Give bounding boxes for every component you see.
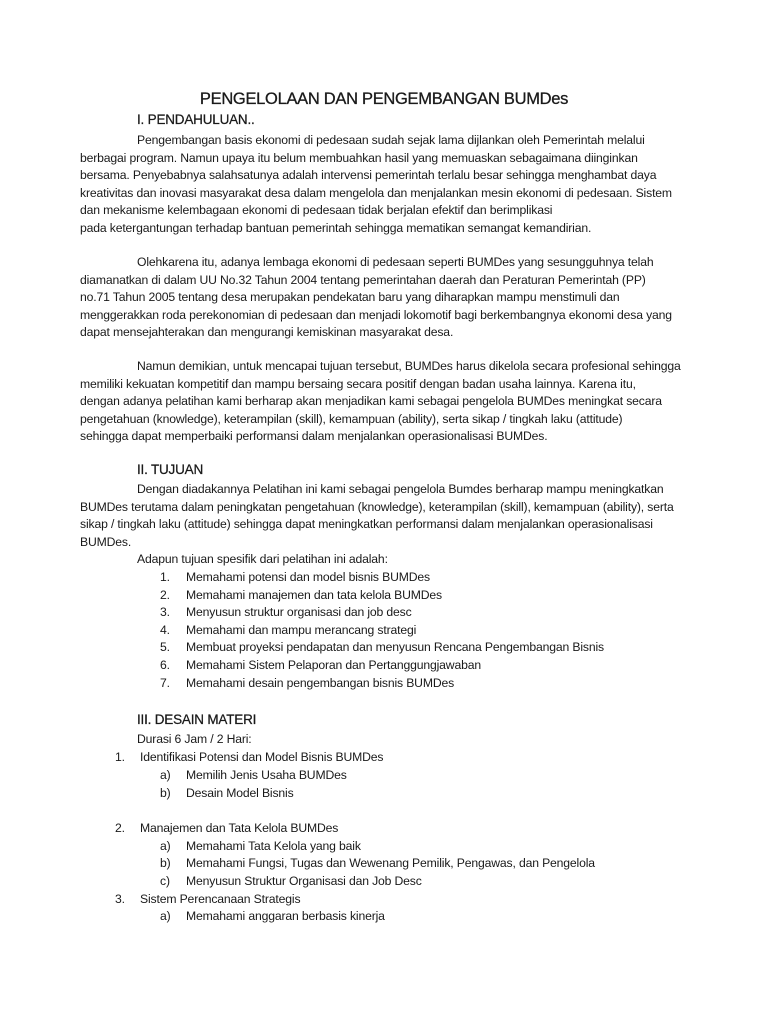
list-item: [160, 675, 604, 693]
list-item-text: Memahami dan mampu merancang strategi: [186, 622, 417, 637]
goals-list: [160, 569, 604, 692]
paragraph-line: menggerakkan roda perekonomian di pedesaan dan menjadi lokomotif bagi berkembangnya ekonomi desa yang: [80, 307, 672, 322]
list-item-text: Memahami Sistem Pelaporan dan Pertanggungjawaban: [186, 657, 481, 672]
outline-sub-number: a): [160, 839, 171, 853]
list-item: [160, 639, 604, 657]
outline-sub-item: Menyusun Struktur Organisasi dan Job Desc: [186, 874, 422, 888]
list-number: 4.: [160, 622, 170, 637]
outline-item: Sistem Perencanaan Strategis: [140, 892, 301, 906]
outline-sub-number: b): [160, 856, 171, 870]
duration-text: Durasi 6 Jam / 2 Hari:: [137, 732, 252, 746]
outline-sub-item: Memahami Fungsi, Tugas dan Wewenang Pemilik, Pengawas, dan Pengelola: [186, 856, 595, 870]
outline-sub-item: Memahami Tata Kelola yang baik: [186, 839, 361, 853]
list-item-text: Memahami manajemen dan tata kelola BUMDes: [186, 587, 443, 602]
section-heading-desain-materi: III. DESAIN MATERI: [137, 712, 257, 727]
document-title: PENGELOLAAN DAN PENGEMBANGAN BUMDes: [199, 90, 569, 108]
paragraph-line: no.71 Tahun 2005 tentang desa merupakan pendekatan baru yang diharapkan mampu menstimuli dan: [80, 290, 620, 305]
outline-sub-number: a): [160, 768, 171, 782]
paragraph-line: BUMDes terutama dalam peningkatan pengetahuan (knowledge), keterampilan (skill), kemampuan (ability), serta: [80, 499, 674, 514]
outline-sub-number: c): [160, 874, 170, 888]
paragraph-line: kreativitas dan inovasi masyarakat desa dalam mengelola dan menjalankan mesin ekonomi di pedesaan. Sistem: [80, 185, 672, 200]
list-item: [160, 604, 604, 622]
paragraph-line: dapat mensejahterakan dan mengurangi kemiskinan masyarakat desa.: [80, 325, 454, 340]
goals-intro: Adapun tujuan spesifik dari pelatihan ini adalah:: [137, 552, 388, 566]
paragraph-line: BUMDes.: [80, 534, 132, 549]
list-item: [160, 657, 604, 675]
outline-number: 2.: [115, 821, 125, 835]
outline-number: 3.: [115, 892, 125, 906]
paragraph-line: Namun demikian, untuk mencapai tujuan tersebut, BUMDes harus dikelola secara profesional sehingga: [137, 359, 681, 373]
paragraph-line: dengan adanya pelatihan kami berharap akan menjadikan kami sebagai pengelola BUMDes meningkat secara: [80, 394, 662, 409]
paragraph-line: memiliki kekuatan kompetitif dan mampu bersaing secara positif dengan badan usaha lainnya. Karena itu,: [80, 376, 636, 391]
paragraph-tujuan-1: [80, 481, 680, 551]
outline-item: Identifikasi Potensi dan Model Bisnis BUMDes: [140, 750, 384, 764]
paragraph-pendahuluan-2: [80, 254, 680, 342]
paragraph-line: diamanatkan di dalam UU No.32 Tahun 2004 tentang pemerintahan daerah dan Peraturan Pemerintah (PP): [80, 272, 646, 287]
paragraph-pendahuluan-3: [80, 358, 680, 446]
paragraph-line: sehingga dapat memperbaiki performansi dalam menjalankan operasionalisasi BUMDes.: [80, 429, 548, 444]
list-item: [160, 622, 604, 640]
paragraph-line: pada ketergantungan terhadap bantuan pemerintah sehingga mematikan semangat kemandirian.: [80, 220, 592, 235]
list-item-text: Memahami desain pengembangan bisnis BUMDes: [186, 675, 455, 690]
list-item: [160, 569, 604, 587]
list-number: 5.: [160, 640, 170, 655]
outline-sub-item: Memahami anggaran berbasis kinerja: [186, 909, 385, 923]
list-number: 2.: [160, 587, 170, 602]
paragraph-line: bersama. Penyebabnya salahsatunya adalah intervensi pemerintah terlalu besar sehingga menghambat daya: [80, 168, 657, 183]
list-item: [160, 587, 604, 605]
outline-sub-item: Desain Model Bisnis: [186, 786, 294, 800]
outline-sub-number: b): [160, 786, 171, 800]
outline-number: 1.: [115, 750, 125, 764]
paragraph-line: pengetahuan (knowledge), keterampilan (skill), kemampuan (ability), serta sikap / tingkah laku (attitude): [80, 411, 623, 426]
paragraph-line: sikap / tingkah laku (attitude) sehingga dapat meningkatkan performansi dalam menjalankan operasionalisasi: [80, 517, 653, 532]
outline-sub-item: Memilih Jenis Usaha BUMDes: [186, 768, 347, 782]
list-number: 7.: [160, 675, 170, 690]
outline-sub-number: a): [160, 909, 171, 923]
paragraph-line: berbagai program. Namun upaya itu belum membuahkan hasil yang memuaskan sebagaimana diinginkan: [80, 150, 638, 165]
list-item-text: Menyusun struktur organisasi dan job desc: [186, 605, 412, 620]
paragraph-line: Olehkarena itu, adanya lembaga ekonomi di pedesaan seperti BUMDes yang sesungguhnya telah: [137, 255, 654, 269]
list-number: 1.: [160, 570, 170, 584]
paragraph-line: Pengembangan basis ekonomi di pedesaan sudah sejak lama dijlankan oleh Pemerintah melalui: [137, 133, 645, 147]
list-item-text: Membuat proyeksi pendapatan dan menyusun Rencana Pengembangan Bisnis: [186, 640, 604, 655]
outline-item: Manajemen dan Tata Kelola BUMDes: [140, 821, 339, 835]
list-number: 6.: [160, 657, 170, 672]
list-item-text: Memahami potensi dan model bisnis BUMDes: [186, 570, 430, 584]
paragraph-line: dan mekanisme kelembagaan ekonomi di pedesaan tidak berjalan efektif dan berimplikasi: [80, 203, 553, 218]
paragraph-line: Dengan diadakannya Pelatihan ini kami sebagai pengelola Bumdes berharap mampu meningkatkan: [137, 482, 664, 496]
section-heading-pendahuluan: I. PENDAHULUAN..: [137, 112, 255, 127]
list-number: 3.: [160, 605, 170, 620]
section-heading-tujuan: II. TUJUAN: [137, 462, 204, 477]
paragraph-pendahuluan-1: [80, 132, 680, 238]
